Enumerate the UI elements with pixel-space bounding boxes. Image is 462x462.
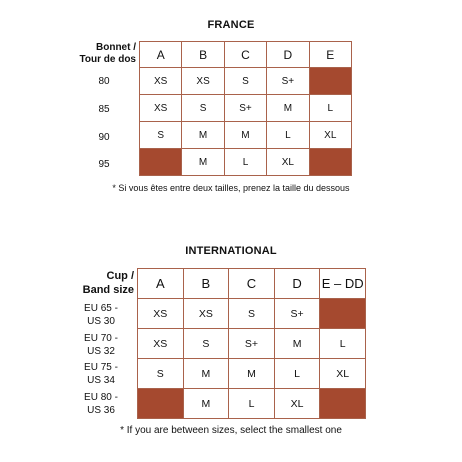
france-footnote: * Si vous êtes entre deux tailles, prenez la taille du dessous <box>112 183 350 193</box>
table-row <box>140 68 352 95</box>
column-header: E <box>309 42 351 68</box>
table-header-row <box>140 42 352 68</box>
size-cell: L <box>224 149 266 176</box>
table-row <box>138 299 366 329</box>
international-row-label <box>76 361 126 387</box>
size-cell: M <box>229 359 275 389</box>
row-label-line: US 32 <box>87 346 115 357</box>
size-cell: S+ <box>274 299 320 329</box>
france-row-label: 80 <box>98 76 110 87</box>
size-cell: S <box>183 329 229 359</box>
size-cell: M <box>274 329 320 359</box>
size-cell: XS <box>138 299 184 329</box>
unavailable-cell <box>140 149 182 176</box>
table-row <box>138 359 366 389</box>
unavailable-cell <box>320 389 366 419</box>
international-row-label <box>76 391 126 417</box>
size-cell: L <box>274 359 320 389</box>
column-header: C <box>224 42 266 68</box>
size-cell: L <box>320 329 366 359</box>
international-row-label <box>76 302 126 328</box>
size-cell: XL <box>274 389 320 419</box>
row-label-line: EU 70 - <box>84 333 118 344</box>
row-label-line: EU 65 - <box>84 303 118 314</box>
international-header-line2: Band size <box>82 284 134 296</box>
france-size-table <box>139 41 352 176</box>
size-cell: M <box>182 149 224 176</box>
column-header: B <box>182 42 224 68</box>
size-cell: S+ <box>229 329 275 359</box>
size-cell: S <box>182 95 224 122</box>
size-cell: XL <box>309 122 351 149</box>
size-cell: S <box>229 299 275 329</box>
international-header-label <box>65 268 134 297</box>
size-cell: XS <box>183 299 229 329</box>
table-row <box>140 95 352 122</box>
table-header-row <box>138 269 366 299</box>
column-header: D <box>274 269 320 299</box>
unavailable-cell <box>309 68 351 95</box>
size-cell: M <box>183 389 229 419</box>
size-cell: L <box>309 95 351 122</box>
international-footnote: * If you are between sizes, select the smallest one <box>120 425 342 436</box>
size-cell: L <box>229 389 275 419</box>
international-row-label <box>76 332 126 358</box>
table-row <box>138 389 366 419</box>
size-cell: M <box>267 95 309 122</box>
table-row <box>138 329 366 359</box>
unavailable-cell <box>320 299 366 329</box>
france-row-label: 85 <box>98 104 110 115</box>
size-cell: S <box>140 122 182 149</box>
row-label-line: US 34 <box>87 375 115 386</box>
size-cell: M <box>183 359 229 389</box>
column-header: A <box>138 269 184 299</box>
size-cell: S <box>138 359 184 389</box>
size-cell: M <box>182 122 224 149</box>
row-label-line: US 36 <box>87 405 115 416</box>
france-row-label: 95 <box>98 159 110 170</box>
size-cell: XS <box>138 329 184 359</box>
size-cell: L <box>267 122 309 149</box>
france-row-label: 90 <box>98 132 110 143</box>
unavailable-cell <box>309 149 351 176</box>
table-row <box>140 122 352 149</box>
column-header: A <box>140 42 182 68</box>
france-header-line2: Tour de dos <box>79 54 136 65</box>
size-cell: XS <box>182 68 224 95</box>
column-header: C <box>229 269 275 299</box>
france-header-label <box>55 41 136 66</box>
size-cell: S+ <box>267 68 309 95</box>
size-cell: XS <box>140 95 182 122</box>
row-label-line: US 30 <box>87 316 115 327</box>
international-size-table <box>137 268 366 419</box>
column-header: D <box>267 42 309 68</box>
row-label-line: EU 75 - <box>84 362 118 373</box>
column-header: B <box>183 269 229 299</box>
international-header-line1: Cup / <box>106 270 134 282</box>
unavailable-cell <box>138 389 184 419</box>
size-cell: XS <box>140 68 182 95</box>
table-row <box>140 149 352 176</box>
size-cell: S+ <box>224 95 266 122</box>
size-cell: M <box>224 122 266 149</box>
size-cell: S <box>224 68 266 95</box>
column-header: E – DD <box>320 269 366 299</box>
france-title: FRANCE <box>207 19 255 31</box>
international-title: INTERNATIONAL <box>185 245 277 257</box>
size-cell: XL <box>267 149 309 176</box>
row-label-line: EU 80 - <box>84 392 118 403</box>
france-header-line1: Bonnet / <box>96 42 136 53</box>
size-cell: XL <box>320 359 366 389</box>
